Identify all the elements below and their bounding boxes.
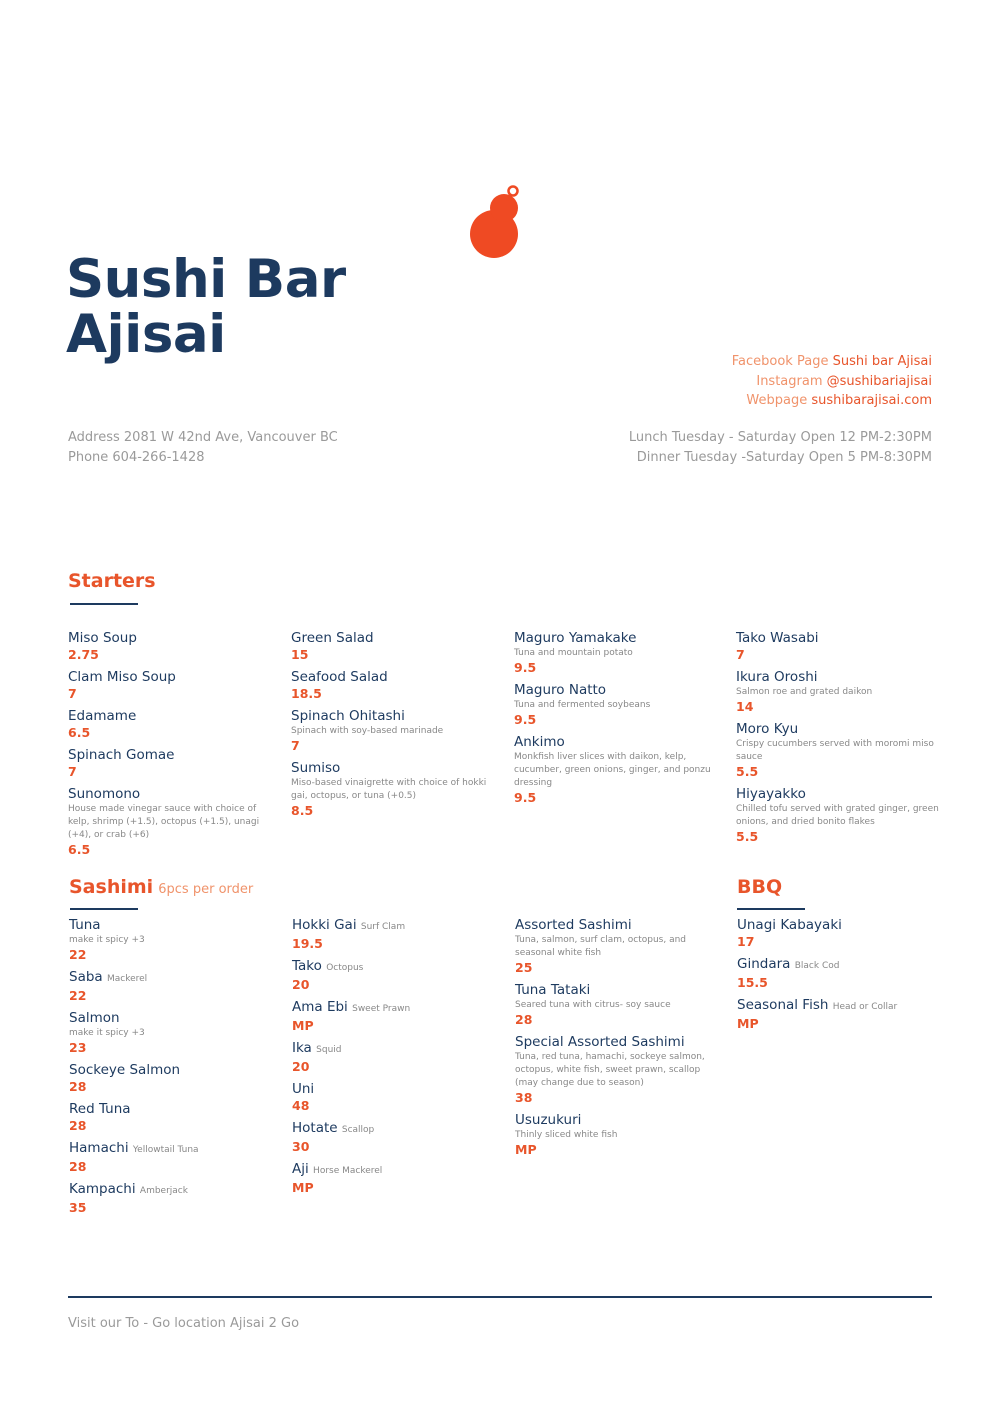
menu-item xyxy=(737,997,942,1032)
item-description: Crispy cucumbers served with moromi miso sauce xyxy=(736,739,934,762)
social-webpage-value[interactable]: sushibarajisai.com xyxy=(811,393,932,408)
item-name: Assorted Sashimi xyxy=(515,917,632,933)
bbq-underline xyxy=(737,908,805,910)
item-name: Sunomono xyxy=(68,786,141,802)
item-subname: Amberjack xyxy=(139,1186,188,1196)
menu-item xyxy=(69,969,274,1004)
menu-item xyxy=(69,1010,274,1056)
social-facebook-value[interactable]: Sushi bar Ajisai xyxy=(832,354,932,369)
item-description: Tuna and fermented soybeans xyxy=(514,700,651,710)
menu-item xyxy=(292,1040,497,1075)
item-price: 25 xyxy=(515,960,533,975)
opening-hours xyxy=(629,428,932,468)
menu-item xyxy=(515,982,720,1028)
footer-togo-link[interactable]: Visit our To - Go location Ajisai 2 Go xyxy=(68,1316,300,1331)
menu-item xyxy=(515,1034,720,1106)
gourd-logo-icon xyxy=(468,184,528,260)
item-name xyxy=(69,969,274,988)
menu-item xyxy=(514,734,719,806)
item-name: Maguro Yamakake xyxy=(514,630,637,646)
item-name: Green Salad xyxy=(291,630,374,646)
sashimi-column-1 xyxy=(69,917,274,1222)
item-description: Miso-based vinaigrette with choice of hokki gai, octopus, or tuna (+0.5) xyxy=(291,778,487,801)
item-subname: Mackerel xyxy=(106,974,148,984)
item-subname: Squid xyxy=(316,1045,342,1055)
item-name-text: Seasonal Fish xyxy=(737,997,829,1013)
phone: Phone 604-266-1428 xyxy=(68,450,205,465)
item-name-text: Kampachi xyxy=(69,1181,136,1197)
item-price: 9.5 xyxy=(514,660,537,675)
menu-item xyxy=(69,1140,274,1175)
menu-item xyxy=(292,1161,497,1196)
sashimi-subtitle: 6pcs per order xyxy=(158,882,254,897)
menu-item xyxy=(515,917,720,976)
item-name: Special Assorted Sashimi xyxy=(515,1034,685,1050)
footer-divider xyxy=(68,1296,932,1298)
item-subname: Head or Collar xyxy=(832,1002,898,1012)
item-price: 22 xyxy=(69,947,87,962)
starters-column-3 xyxy=(514,630,719,812)
item-price: 5.5 xyxy=(736,764,759,779)
item-name-text: Saba xyxy=(69,969,103,985)
item-description: make it spicy +3 xyxy=(69,935,145,945)
item-name xyxy=(69,1181,274,1200)
item-description: Spinach with soy-based marinade xyxy=(291,726,444,736)
item-price: 28 xyxy=(515,1012,533,1027)
starters-column-1 xyxy=(68,630,273,864)
social-webpage[interactable] xyxy=(732,391,932,411)
item-subname: Scallop xyxy=(341,1125,375,1135)
item-description: make it spicy +3 xyxy=(69,1028,145,1038)
menu-item xyxy=(68,786,273,858)
item-price: 9.5 xyxy=(514,712,537,727)
menu-item xyxy=(514,630,719,676)
menu-item xyxy=(68,630,273,663)
item-name: Maguro Natto xyxy=(514,682,607,698)
lunch-hours: Lunch Tuesday - Saturday Open 12 PM-2:30PM xyxy=(628,430,932,445)
item-price: 6.5 xyxy=(68,725,91,740)
item-price: 48 xyxy=(292,1098,310,1113)
restaurant-name xyxy=(66,249,346,365)
item-price: 7 xyxy=(68,686,77,701)
menu-item xyxy=(68,747,273,780)
item-name: Unagi Kabayaki xyxy=(737,917,842,933)
item-name xyxy=(292,1120,497,1139)
menu-item xyxy=(736,669,941,715)
item-name: Red Tuna xyxy=(69,1101,131,1117)
menu-item xyxy=(736,786,941,845)
starters-column-4 xyxy=(736,630,941,851)
item-price: 23 xyxy=(69,1040,87,1055)
item-name: Usuzukuri xyxy=(515,1112,582,1128)
item-description: Monkfish liver slices with daikon, kelp, cucumber, green onions, ginger, and ponzu dressing xyxy=(514,752,711,788)
item-price: 2.75 xyxy=(68,647,99,662)
item-subname: Surf Clam xyxy=(360,922,406,932)
item-name: Hiyayakko xyxy=(736,786,806,802)
item-name-text: Hokki Gai xyxy=(292,917,357,933)
item-name xyxy=(69,1140,274,1159)
item-name xyxy=(292,917,497,936)
item-description: Tuna, red tuna, hamachi, sockeye salmon, octopus, white fish, sweet prawn, scallop (may change due to season) xyxy=(515,1052,705,1088)
item-name: Ikura Oroshi xyxy=(736,669,818,685)
item-price: 17 xyxy=(737,934,755,949)
menu-item xyxy=(291,708,496,754)
item-price: 20 xyxy=(292,1059,310,1074)
menu-item xyxy=(69,1101,274,1134)
item-price: 35 xyxy=(69,1200,87,1215)
item-price: 28 xyxy=(69,1118,87,1133)
menu-item xyxy=(68,669,273,702)
item-price: 18.5 xyxy=(291,686,322,701)
menu-item xyxy=(68,708,273,741)
item-price: 15 xyxy=(291,647,309,662)
item-name-text: Ika xyxy=(292,1040,312,1056)
menu-item xyxy=(291,669,496,702)
item-price: 7 xyxy=(291,738,300,753)
address: Address 2081 W 42nd Ave, Vancouver BC xyxy=(68,430,338,445)
item-price: 7 xyxy=(736,647,745,662)
item-name xyxy=(737,956,942,975)
sashimi-heading xyxy=(69,876,253,898)
menu-item xyxy=(69,1062,274,1095)
menu-item xyxy=(292,917,497,952)
item-price: 28 xyxy=(69,1159,87,1174)
item-name: Spinach Gomae xyxy=(68,747,175,763)
menu-item xyxy=(737,917,942,950)
sashimi-title: Sashimi xyxy=(69,876,154,898)
item-description: Salmon roe and grated daikon xyxy=(736,687,873,697)
item-name xyxy=(292,958,497,977)
starters-underline xyxy=(70,603,138,605)
menu-item xyxy=(515,1112,720,1158)
menu-item xyxy=(292,1120,497,1155)
item-price: 22 xyxy=(69,988,87,1003)
sashimi-underline xyxy=(70,908,138,910)
item-name xyxy=(737,997,942,1016)
item-price: 9.5 xyxy=(514,790,537,805)
item-price: 5.5 xyxy=(736,829,759,844)
item-price: 8.5 xyxy=(291,803,314,818)
social-facebook[interactable] xyxy=(732,352,932,372)
item-description: Tuna and mountain potato xyxy=(514,648,633,658)
item-price: MP xyxy=(515,1142,537,1157)
item-description: Tuna, salmon, surf clam, octopus, and seasonal white fish xyxy=(515,935,687,958)
menu-item xyxy=(292,958,497,993)
social-instagram-label: Instagram xyxy=(756,373,823,389)
item-price: 7 xyxy=(68,764,77,779)
item-name: Miso Soup xyxy=(68,630,137,646)
menu-item xyxy=(736,721,941,780)
item-name: Moro Kyu xyxy=(736,721,799,737)
sashimi-column-2 xyxy=(292,917,497,1202)
social-facebook-label: Facebook Page xyxy=(731,354,829,369)
menu-item xyxy=(514,682,719,728)
menu-item xyxy=(69,1181,274,1216)
item-name-text: Hotate xyxy=(292,1120,338,1136)
menu-item xyxy=(736,630,941,663)
item-name: Tuna xyxy=(69,917,101,933)
item-subname: Sweet Prawn xyxy=(352,1004,411,1014)
item-name: Edamame xyxy=(68,708,137,724)
item-name: Clam Miso Soup xyxy=(68,669,176,685)
item-name: Ankimo xyxy=(514,734,565,750)
restaurant-name-line1: Sushi Bar xyxy=(66,249,346,310)
restaurant-name-line2: Ajisai xyxy=(66,304,226,365)
starters-column-2 xyxy=(291,630,496,825)
item-description: House made vinegar sauce with choice of kelp, shrimp (+1.5), octopus (+1.5), unagi (+4), or crab (+6) xyxy=(68,804,260,840)
item-name: Uni xyxy=(292,1081,315,1097)
menu-item xyxy=(291,760,496,819)
item-price: 19.5 xyxy=(292,936,323,951)
item-price: 20 xyxy=(292,977,310,992)
item-name: Tako Wasabi xyxy=(736,630,819,646)
item-name-text: Gindara xyxy=(737,956,791,972)
item-description: Thinly sliced white fish xyxy=(515,1130,618,1140)
item-name: Spinach Ohitashi xyxy=(291,708,405,724)
item-price: MP xyxy=(737,1016,759,1031)
menu-item xyxy=(737,956,942,991)
social-webpage-label: Webpage xyxy=(746,393,808,408)
item-subname: Yellowtail Tuna xyxy=(132,1145,199,1155)
item-name xyxy=(292,999,497,1018)
bbq-title: BBQ xyxy=(737,876,783,898)
starters-title: Starters xyxy=(68,570,156,592)
item-name: Tuna Tataki xyxy=(515,982,591,998)
social-instagram-value[interactable]: @sushibariajisai xyxy=(826,373,932,389)
item-price: 28 xyxy=(69,1079,87,1094)
bbq-column xyxy=(737,917,942,1038)
dinner-hours: Dinner Tuesday -Saturday Open 5 PM-8:30PM xyxy=(636,450,932,465)
item-subname: Black Cod xyxy=(794,961,840,971)
menu-item xyxy=(69,917,274,963)
item-price: MP xyxy=(292,1180,314,1195)
item-name-text: Ama Ebi xyxy=(292,999,348,1015)
sashimi-column-3 xyxy=(515,917,720,1164)
item-price: MP xyxy=(292,1018,314,1033)
item-price: 14 xyxy=(736,699,754,714)
social-instagram[interactable] xyxy=(732,372,932,392)
item-name-text: Aji xyxy=(292,1161,309,1177)
item-name: Seafood Salad xyxy=(291,669,388,685)
item-name: Salmon xyxy=(69,1010,120,1026)
item-name: Sumiso xyxy=(291,760,341,776)
item-name: Sockeye Salmon xyxy=(69,1062,181,1078)
menu-item xyxy=(292,1081,497,1114)
contact-info xyxy=(68,428,338,468)
menu-item xyxy=(291,630,496,663)
item-price: 6.5 xyxy=(68,842,91,857)
item-subname: Horse Mackerel xyxy=(313,1166,383,1176)
item-name-text: Tako xyxy=(292,958,322,974)
item-description: Seared tuna with citrus- soy sauce xyxy=(515,1000,671,1010)
item-name xyxy=(292,1161,497,1180)
menu-item xyxy=(292,999,497,1034)
item-price: 15.5 xyxy=(737,975,768,990)
item-description: Chilled tofu served with grated ginger, green onions, and dried bonito flakes xyxy=(736,804,939,827)
item-name xyxy=(292,1040,497,1059)
item-price: 38 xyxy=(515,1090,533,1105)
item-price: 30 xyxy=(292,1139,310,1154)
social-links xyxy=(732,352,932,411)
item-name-text: Hamachi xyxy=(69,1140,129,1156)
item-subname: Octopus xyxy=(326,963,364,973)
